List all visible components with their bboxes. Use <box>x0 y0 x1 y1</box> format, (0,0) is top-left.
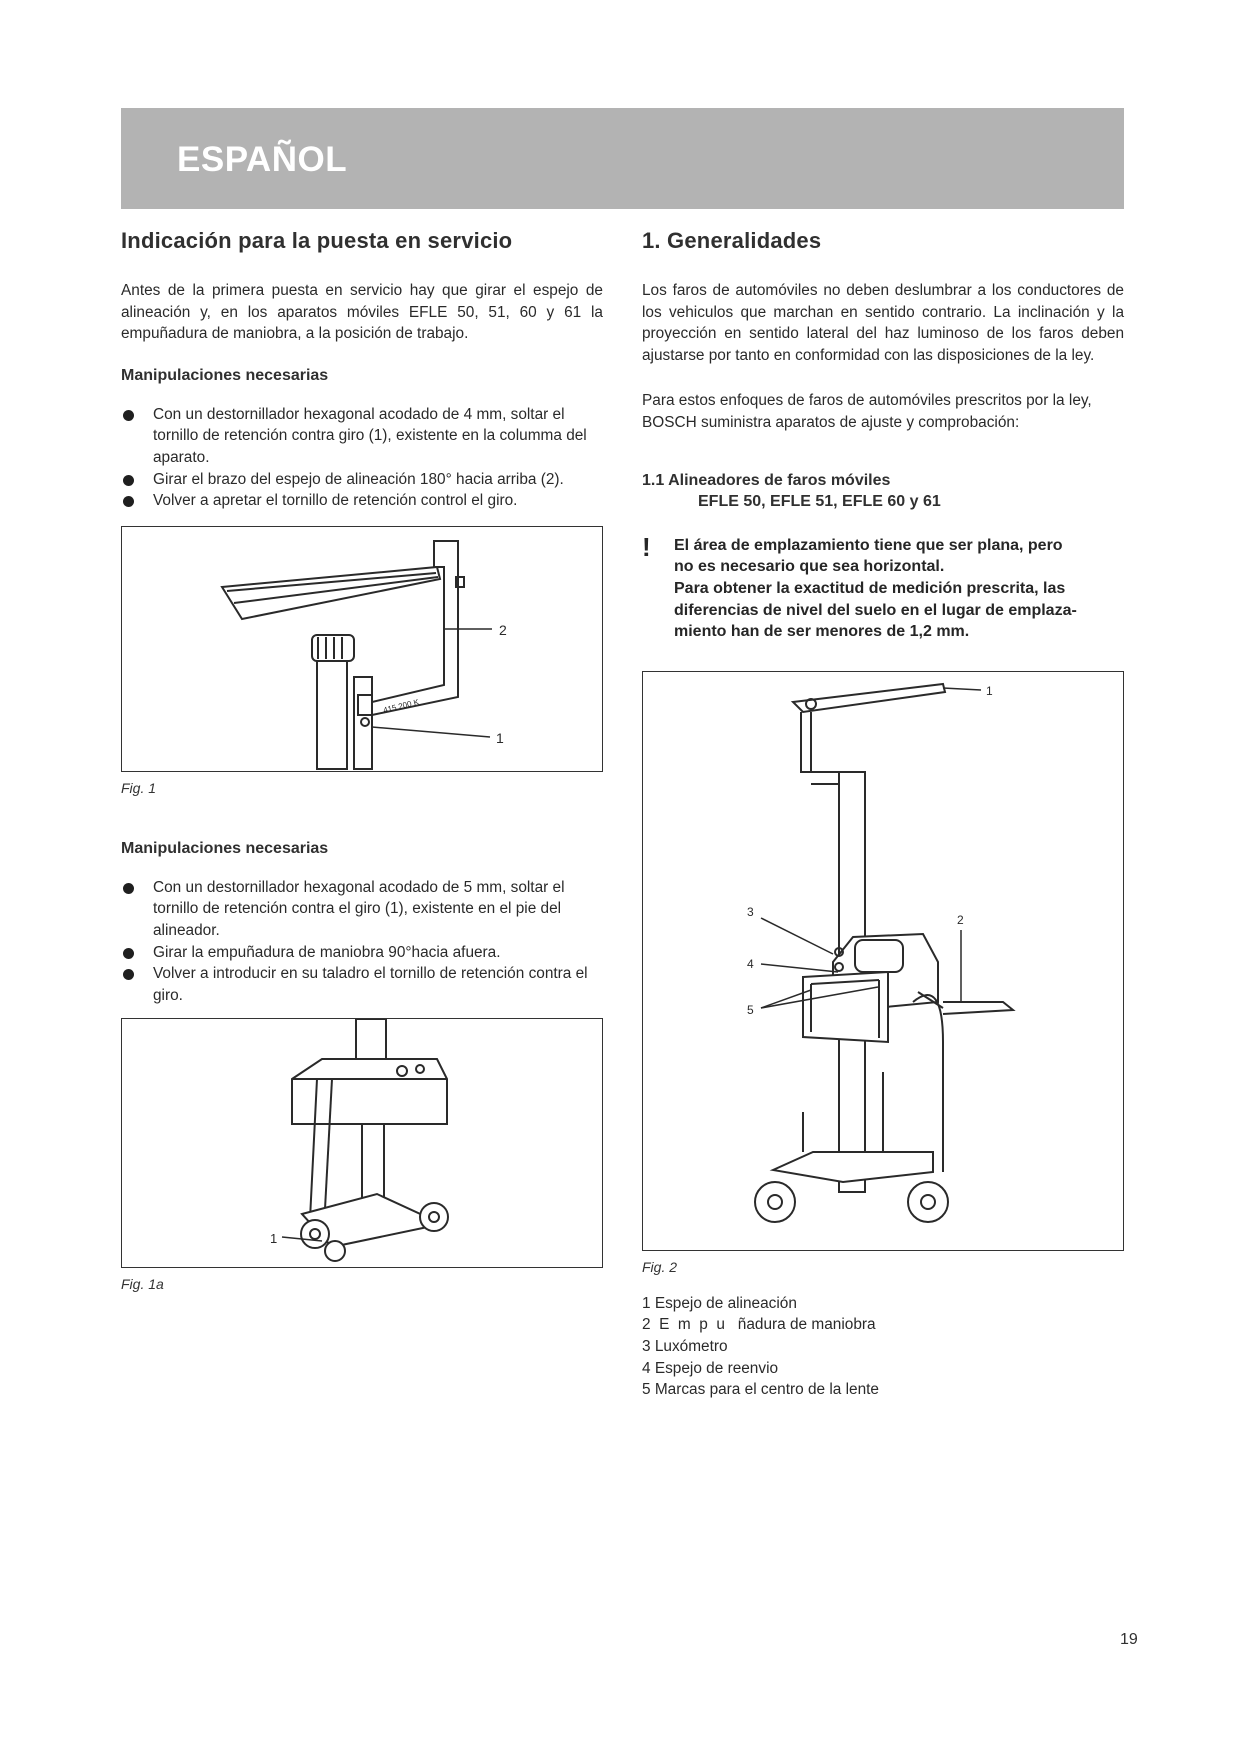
generalities-heading: 1. Generalidades <box>642 228 822 253</box>
generalities-para-2: Para estos enfoques de faros de automóviles prescritos por la ley, BOSCH suministra aparatos de ajuste y comprobación: <box>642 392 1092 431</box>
warning-icon: ! <box>642 531 651 562</box>
warning-note <box>642 531 1124 643</box>
mirror-arm-illustration <box>122 527 602 771</box>
legend-item: 4 Espejo de reenvio <box>642 1359 779 1377</box>
subsection-title-line-2: EFLE 50, EFLE 51, EFLE 60 y 61 <box>698 493 941 511</box>
left-column <box>121 228 603 1292</box>
commissioning-intro: Antes de la primera puesta en servicio hay que girar el espejo de alineación y, en los aparatos móviles EFLE 50, 51, 60 y 61 la empuñadura de maniobra, a la posición de trabajo. <box>121 282 603 343</box>
bullet-icon <box>123 948 134 959</box>
list-item: Con un destornillador hexagonal acodado de 5 mm, soltar el tornillo de retención contra el giro (1), existente en el pie del alineador. <box>121 877 603 942</box>
section2-bullet-list <box>121 877 603 1007</box>
banner-title: ESPAÑOL <box>177 140 348 179</box>
fig2-callout-5: 5 <box>747 1002 754 1017</box>
fig1a-caption: Fig. 1a <box>121 1276 164 1293</box>
section1-bullet-list <box>121 404 603 512</box>
language-banner <box>121 108 1124 209</box>
warning-line: Para obtener la exactitud de medición prescrita, las <box>674 579 1066 597</box>
legend-item: 2 E m p u ñadura de maniobra <box>642 1316 876 1334</box>
fig1-callout-1: 1 <box>496 729 504 746</box>
list-item: Volver a apretar el tornillo de retención control el giro. <box>121 490 603 512</box>
aligner-base-illustration <box>122 1019 602 1267</box>
generalities-para-1: Los faros de automóviles no deben deslumbrar a los conductores de los vehiculos que marchan en sentido contrario. La inclinación y la proyección en sentido lateral del haz luminoso de los faros deben ajustarse por tanto en conformidad con las disposiciones de la ley. <box>642 282 1124 364</box>
fig2-callout-2: 2 <box>957 912 964 927</box>
figure-2 <box>642 671 1124 1251</box>
section1-subheading: Manipulaciones necesarias <box>121 366 329 384</box>
legend-item: 3 Luxómetro <box>642 1337 728 1355</box>
bullet-icon <box>123 496 134 507</box>
fig1-stamp-label: 415 200 K <box>382 697 420 715</box>
fig1-caption: Fig. 1 <box>121 779 157 796</box>
legend-item: 1 Espejo de alineación <box>642 1294 797 1312</box>
section2-subheading: Manipulaciones necesarias <box>121 839 329 857</box>
bullet-icon <box>123 410 134 421</box>
right-column <box>642 228 1124 1401</box>
warning-line: no es necesario que sea horizontal. <box>674 558 945 576</box>
commissioning-heading: Indicación para la puesta en servicio <box>121 228 513 253</box>
fig1-callout-2: 2 <box>499 621 507 638</box>
legend-item: 5 Marcas para el centro de la lente <box>642 1381 879 1399</box>
fig2-callout-1: 1 <box>986 683 993 698</box>
figure-1a <box>121 1018 603 1268</box>
subsection-title <box>642 470 1124 513</box>
list-item: Volver a introducir en su taladro el tornillo de retención contra el giro. <box>121 963 603 1006</box>
subsection-title-line-1: 1.1 Alineadores de faros móviles <box>642 471 891 489</box>
bullet-icon <box>123 969 134 980</box>
warning-line: diferencias de nivel del suelo en el lugar de emplaza- <box>674 601 1077 619</box>
fig2-callout-3: 3 <box>747 904 754 919</box>
figure-1 <box>121 526 603 772</box>
fig1a-callout-1: 1 <box>270 1231 278 1247</box>
bullet-icon <box>123 475 134 486</box>
page-number: 19 <box>1120 1631 1138 1648</box>
figure-legend <box>642 1293 1124 1401</box>
warning-line: El área de emplazamiento tiene que ser plana, pero <box>674 536 1063 554</box>
list-item: Girar la empuñadura de maniobra 90°hacia afuera. <box>121 942 603 964</box>
warning-line: miento han de ser menores de 1,2 mm. <box>674 623 970 641</box>
list-item: Girar el brazo del espejo de alineación 180° hacia arriba (2). <box>121 469 603 491</box>
list-item: Con un destornillador hexagonal acodado de 4 mm, soltar el tornillo de retención contra giro (1), existente en la columma del aparato. <box>121 404 603 469</box>
fig2-callout-4: 4 <box>747 956 754 971</box>
fig2-caption: Fig. 2 <box>642 1258 678 1275</box>
bullet-icon <box>123 883 134 894</box>
headlight-aligner-illustration <box>643 672 1123 1250</box>
